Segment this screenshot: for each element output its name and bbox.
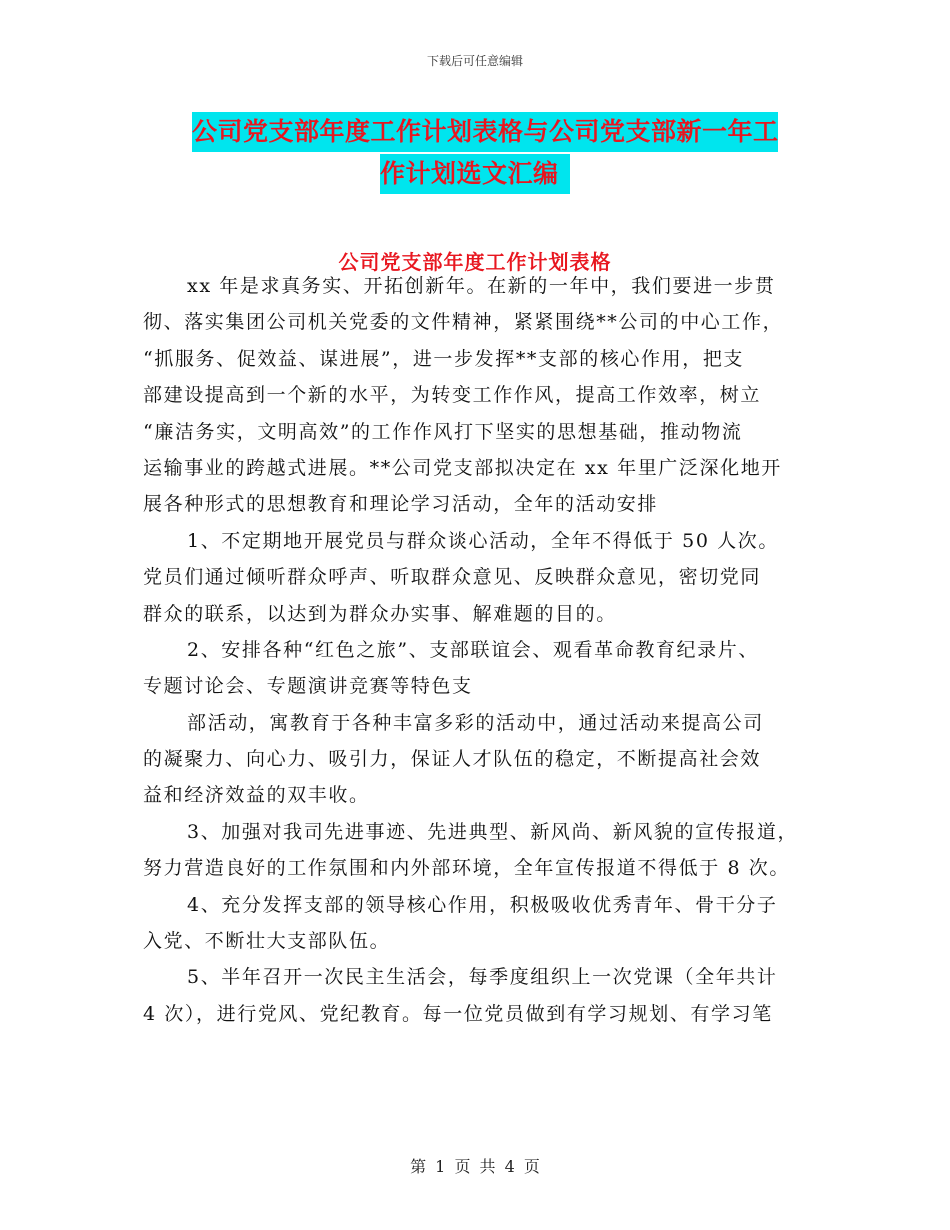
body-line: 部建设提高到一个新的水平，为转变工作作风，提高工作效率，树立 [143,384,762,407]
document-title-line-2: 作计划选文汇编 [380,154,570,194]
body-line: 的凝聚力、向心力、吸引力，保证人才队伍的稳定，不断提高社会效 [143,748,762,771]
body-line: 专题讨论会、专题演讲竞赛等特色支 [143,675,473,698]
body-line: 3、加强对我司先进事迹、先进典型、新风尚、新风貌的宣传报道， [187,820,799,843]
body-line: 1、不定期地开展党员与群众谈心活动，全年不得低于 50 人次。 [187,529,779,552]
body-line: 展各种形式的思想教育和理论学习活动，全年的活动安排 [143,493,659,516]
body-text [143,268,808,1032]
document-title-line-1: 公司党支部年度工作计划表格与公司党支部新一年工 [192,112,778,152]
body-line: “廉洁务实，文明高效”的工作作风打下坚实的思想基础，推动物流 [143,420,743,443]
body-line: 4 次），进行党风、党纪教育。每一位党员做到有学习规划、有学习笔 [143,1002,773,1025]
body-line: 4、充分发挥支部的领导核心作用，积极吸收优秀青年、骨干分子 [187,893,778,916]
header-note: 下载后可任意编辑 [426,54,523,68]
body-line: 群众的联系，以达到为群众办实事、解难题的目的。 [143,602,617,625]
body-line: 努力营造良好的工作氛围和内外部环境，全年宣传报道不得低于 8 次。 [143,857,790,880]
body-line: 2、安排各种“红色之旅”、支部联谊会、观看革命教育纪录片、 [187,638,759,661]
body-line: 运输事业的跨越式进展。**公司党支部拟决定在 xx 年里广泛深化地开 [143,456,782,479]
body-line: 5、半年召开一次民主生活会，每季度组织上一次党课（全年共计 [187,966,778,989]
body-line: “抓服务、促效益、谋进展”，进一步发挥**支部的核心作用，把支 [143,347,745,370]
body-line: 入党、不断壮大支部队伍。 [143,930,391,953]
body-line: xx 年是求真务实、开拓创新年。在新的一年中，我们要进一步贯 [187,275,776,297]
body-line: 彻、落实集团公司机关党委的文件精神，紧紧围绕**公司的中心工作， [143,311,784,334]
page-footer: 第 1 页 共 4 页 [410,1157,540,1176]
body-line: 益和经济效益的双丰收。 [143,784,370,807]
body-line: 党员们通过倾听群众呼声、听取群众意见、反映群众意见，密切党同 [143,566,762,589]
section-heading: 公司党支部年度工作计划表格 [338,250,612,274]
body-line: 部活动，寓教育于各种丰富多彩的活动中，通过活动来提高公司 [187,711,764,734]
